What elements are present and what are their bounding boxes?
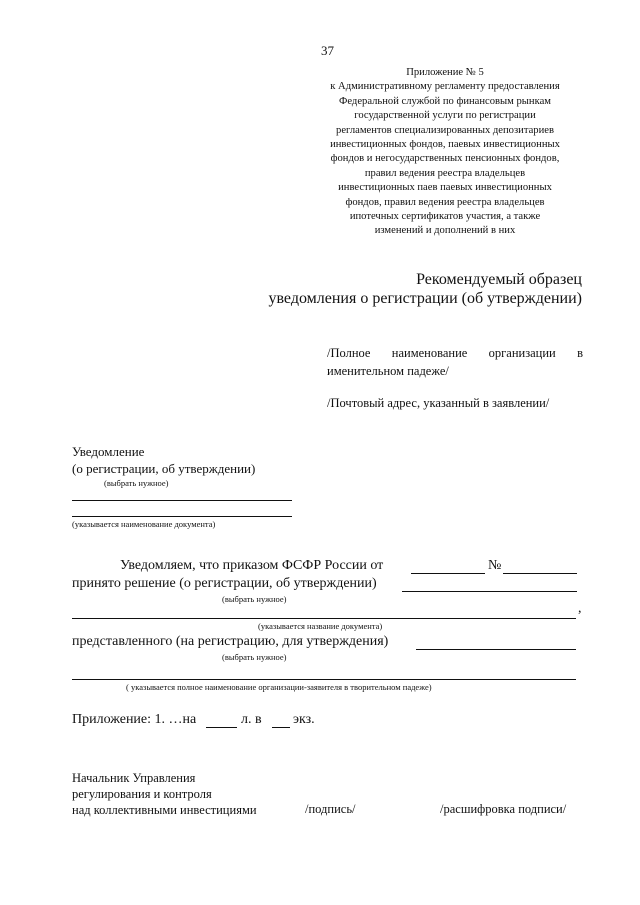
annex-line: инвестиционных паев паевых инвестиционных [338,182,552,194]
notice-subtitle: (о регистрации, об утверждении) [72,461,256,476]
page-number: 37 [321,43,334,58]
signatory-line2: регулирования и контроля [72,787,212,801]
signature-placeholder: /подпись/ [305,802,356,816]
number-sign: № [488,558,502,573]
addressee-word: /Полное [327,346,371,360]
annex-line: фондов, правил ведения реестра владельцев [345,196,545,208]
annex-title: Приложение № 5 [406,67,484,78]
notice-fill-line [72,500,292,501]
attachment-mid: л. в [241,712,262,727]
signatory-line1: Начальник Управления [72,771,196,785]
addressee-word: наименование [391,346,468,360]
purpose-fill-line [416,649,576,650]
choose-hint: (выбрать нужное) [222,594,287,604]
annex-line: фондов и негосударственных пенсионных фондов, [330,153,560,165]
copies-fill-line [272,727,290,728]
notice-fill-line [72,516,292,517]
annex-line: государственной услуги по регистрации [354,110,536,122]
body-line1: Уведомляем, что приказом ФСФР России от [120,558,384,573]
annex-line: ипотечных сертификатов участия, а также [349,211,541,223]
recommended-line1: Рекомендуемый образец [416,271,582,288]
signature-decode-placeholder: /расшифровка подписи/ [440,802,567,816]
date-fill-line [411,573,485,574]
annex-line: изменений и дополнений в них [374,225,516,237]
addressee-name [327,344,583,380]
annex-line: Федеральной службой по финансовым рынкам [339,95,551,107]
body-line2: принято решение (о регистрации, об утверждении) [72,576,377,591]
org-fill-line [72,679,576,680]
attachment-prefix: Приложение: 1. …на [72,712,197,727]
doc-name-caption: (указывается наименование документа) [72,519,216,529]
notice-choose-hint: (выбрать нужное) [104,478,169,488]
recommended-line2: уведомления о регистрации (об утверждении) [268,290,582,307]
addressee-name-line2: именительном падеже/ [327,364,449,378]
notice-block [72,443,255,477]
annex-line: инвестиционных фондов, паевых инвестиционных [330,139,560,151]
signatory-line3: над коллективными инвестициями [72,803,257,817]
addressee-postal: /Почтовый адрес, указанный в заявлении/ [327,396,550,410]
org-caption: ( указывается полное наименование организации-заявителя в творительном падеже) [126,682,432,692]
choose-hint: (выбрать нужное) [222,652,287,662]
addressee-word: организации [488,346,556,360]
addressee-word: в [577,346,583,360]
notice-title: Уведомление [72,444,145,459]
pages-fill-line [206,727,237,728]
recommended-sample-heading [268,270,582,308]
doc-title-caption: (указывается название документа) [258,621,383,631]
attachment-suffix: экз. [293,712,315,727]
number-fill-line [503,573,577,574]
annex-header [300,66,590,239]
annex-line: регламентов специализированных депозитариев [336,124,554,136]
annex-line: к Административному регламенту предоставления [330,81,560,93]
body-line3: представленного (на регистрацию, для утверждения) [72,634,389,649]
signatory-title [72,770,257,818]
doc-title-fill-line [72,618,576,619]
annex-line: правил ведения реестра владельцев [364,167,526,179]
decision-fill-line [402,591,577,592]
comma: , [578,601,582,616]
